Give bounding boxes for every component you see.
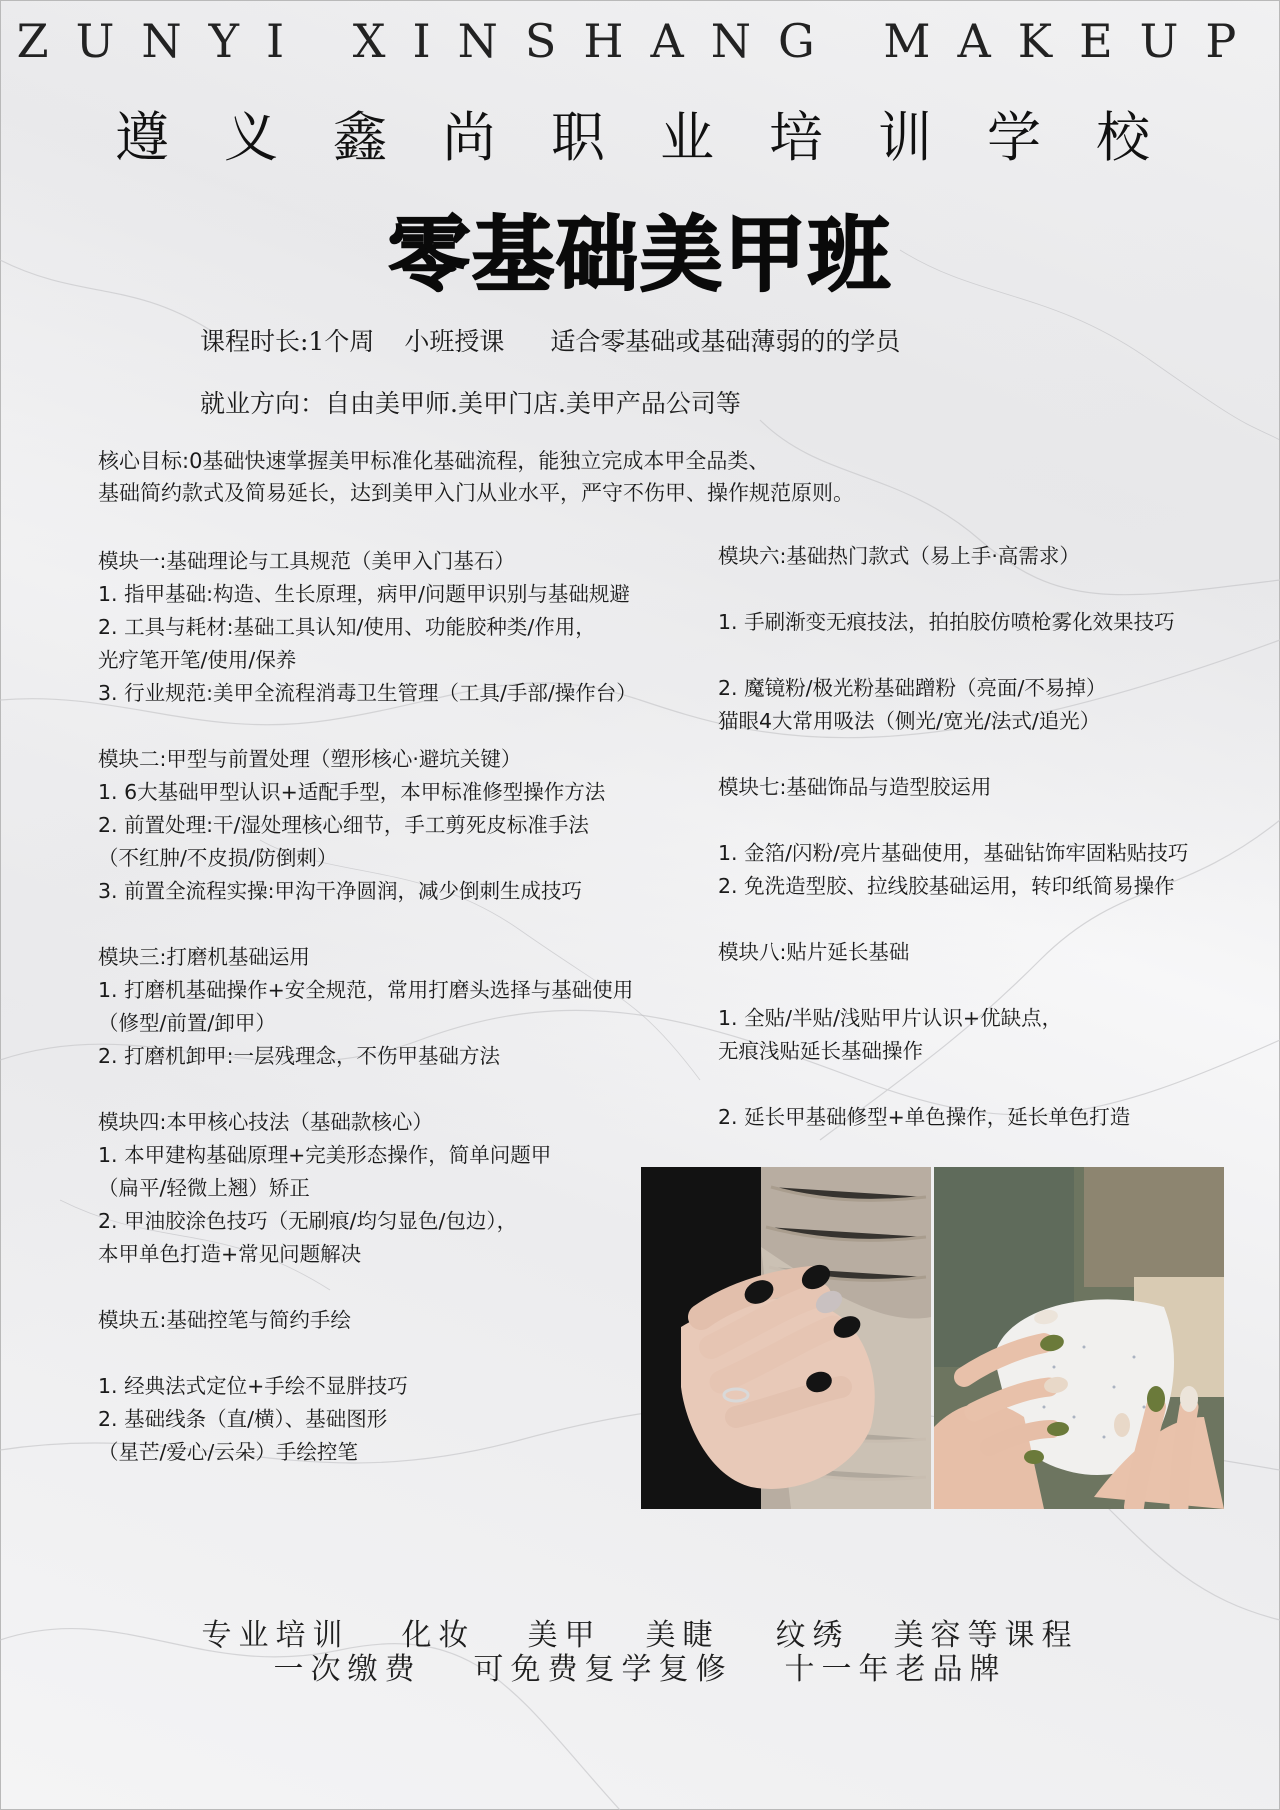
module-line [98,1337,637,1370]
module-line: 1. 6大基础甲型认识+适配手型，本甲标准修型操作方法 [98,780,606,804]
core-goal [98,445,854,509]
course-title: 零基础美甲班 [387,208,892,303]
footer-item: 美睫 [645,1618,720,1653]
module-line: 1. 本甲建构基础原理+完美形态操作，简单问题甲 [98,1143,552,1167]
module-line: 1. 手刷渐变无痕技法，拍拍胶仿喷枪雾化效果技巧 [718,610,1175,634]
module-line: 猫眼4大常用吸法（侧光/宽光/法式/追光） [718,709,1101,733]
module [718,540,1188,738]
footer-item: 化妆 [401,1618,476,1653]
module-line: 3. 前置全流程实操:甲沟干净圆润，减少倒刺生成技巧 [98,879,582,903]
module-line: 1. 经典法式定位+手绘不显胖技巧 [98,1374,408,1398]
module-title: 模块四:本甲核心技法（基础款核心） [98,1110,433,1134]
module-line: 2. 延长甲基础修型+单色操作，延长单色打造 [718,1105,1131,1129]
module-title: 模块一:基础理论与工具规范（美甲入门基石） [98,549,515,573]
module [98,1106,637,1271]
module-line: （扁平/轻微上翘）矫正 [98,1176,310,1200]
module-line: 光疗笔开笔/使用/保养 [98,648,297,672]
left-module-column [98,545,637,1469]
module-line: 2. 魔镜粉/极光粉基础蹭粉（亮面/不易掉） [718,676,1107,700]
module-line: 1. 金箔/闪粉/亮片基础使用，基础钻饰牢固粘贴技巧 [718,841,1189,865]
core-goal-line: 核心目标:0基础快速掌握美甲标准化基础流程，能独立完成本甲全品类、 [98,449,770,473]
footer-item: 专业培训 [201,1618,350,1653]
module-line: 2. 甲油胶涂色技巧（无刷痕/均匀显色/包边）， [98,1209,518,1233]
nail-photo-green [934,1167,1224,1509]
module [718,771,1188,903]
module-line: 2. 工具与耗材:基础工具认知/使用、功能胶种类/作用， [98,615,596,639]
module-line: （星芒/爱心/云朵）手绘控笔 [98,1440,358,1464]
career-direction: 就业方向：自由美甲师.美甲门店.美甲产品公司等 [200,389,741,418]
module-title: 模块五:基础控笔与简约手绘 [98,1308,351,1332]
module-line [718,804,1188,837]
nail-photo-black [641,1167,931,1509]
footer-promise [0,1644,1280,1688]
module-line: 2. 打磨机卸甲:一层残理念，不伤甲基础方法 [98,1044,500,1068]
module-line: （不红肿/不皮损/防倒刺） [98,846,338,870]
module-line: 2. 前置处理:干/湿处理核心细节，手工剪死皮标准手法 [98,813,589,837]
course-duration: 课程时长:1个周 [200,327,375,356]
module-title: 模块八:贴片延长基础 [718,940,910,964]
module-line: 2. 免洗造型胶、拉线胶基础运用，转印纸简易操作 [718,874,1175,898]
footer-item: 一次缴费 [273,1652,422,1687]
brand-chinese: 遵义鑫尚职业培训学校 [115,106,1205,169]
module [98,743,637,908]
module [718,936,1188,1134]
module-line [718,969,1188,1002]
module-title: 模块六:基础热门款式（易上手·高需求） [718,544,1080,568]
module-line: 3. 行业规范:美甲全流程消毒卫生管理（工具/手部/操作台） [98,681,637,705]
module [98,545,637,710]
module-line: 1. 打磨机基础操作+安全规范，常用打磨头选择与基础使用 [98,978,634,1002]
nail-photos [641,1167,1224,1509]
module-line: 2. 基础线条（直/横）、基础图形 [98,1407,388,1431]
module-line: 本甲单色打造+常见问题解决 [98,1242,362,1266]
core-goal-line: 基础简约款式及简易延长，达到美甲入门从业水平，严守不伤甲、操作规范原则。 [98,481,854,505]
module-title: 模块二:甲型与前置处理（塑形核心·避坑关键） [98,747,522,771]
footer-item: 美容等课程 [893,1618,1079,1653]
brand-english: ZUNYI XINSHANG MAKEUP [16,14,1264,68]
module-line: 1. 全贴/半贴/浅贴甲片认识+优缺点， [718,1006,1063,1030]
module-title: 模块七:基础饰品与造型胶运用 [718,775,992,799]
footer-item: 美甲 [527,1618,602,1653]
module-title: 模块三:打磨机基础运用 [98,945,310,969]
module-line [718,573,1188,606]
course-meta-line [200,322,900,358]
module [98,941,637,1073]
right-module-column [718,540,1188,1134]
module-line: 无痕浅贴延长基础操作 [718,1039,923,1063]
footer-item: 纹绣 [775,1618,850,1653]
module-line: 1. 指甲基础:构造、生长原理，病甲/问题甲识别与基础规避 [98,582,630,606]
module-line: （修型/前置/卸甲） [98,1011,276,1035]
module [98,1304,637,1469]
footer-item: 可免费复学复修 [473,1652,733,1687]
footer-item: 十一年老品牌 [784,1652,1007,1687]
module-line [718,639,1188,672]
module-line [718,1068,1188,1101]
target-audience: 适合零基础或基础薄弱的的学员 [550,327,901,356]
class-size: 小班授课 [404,327,505,356]
